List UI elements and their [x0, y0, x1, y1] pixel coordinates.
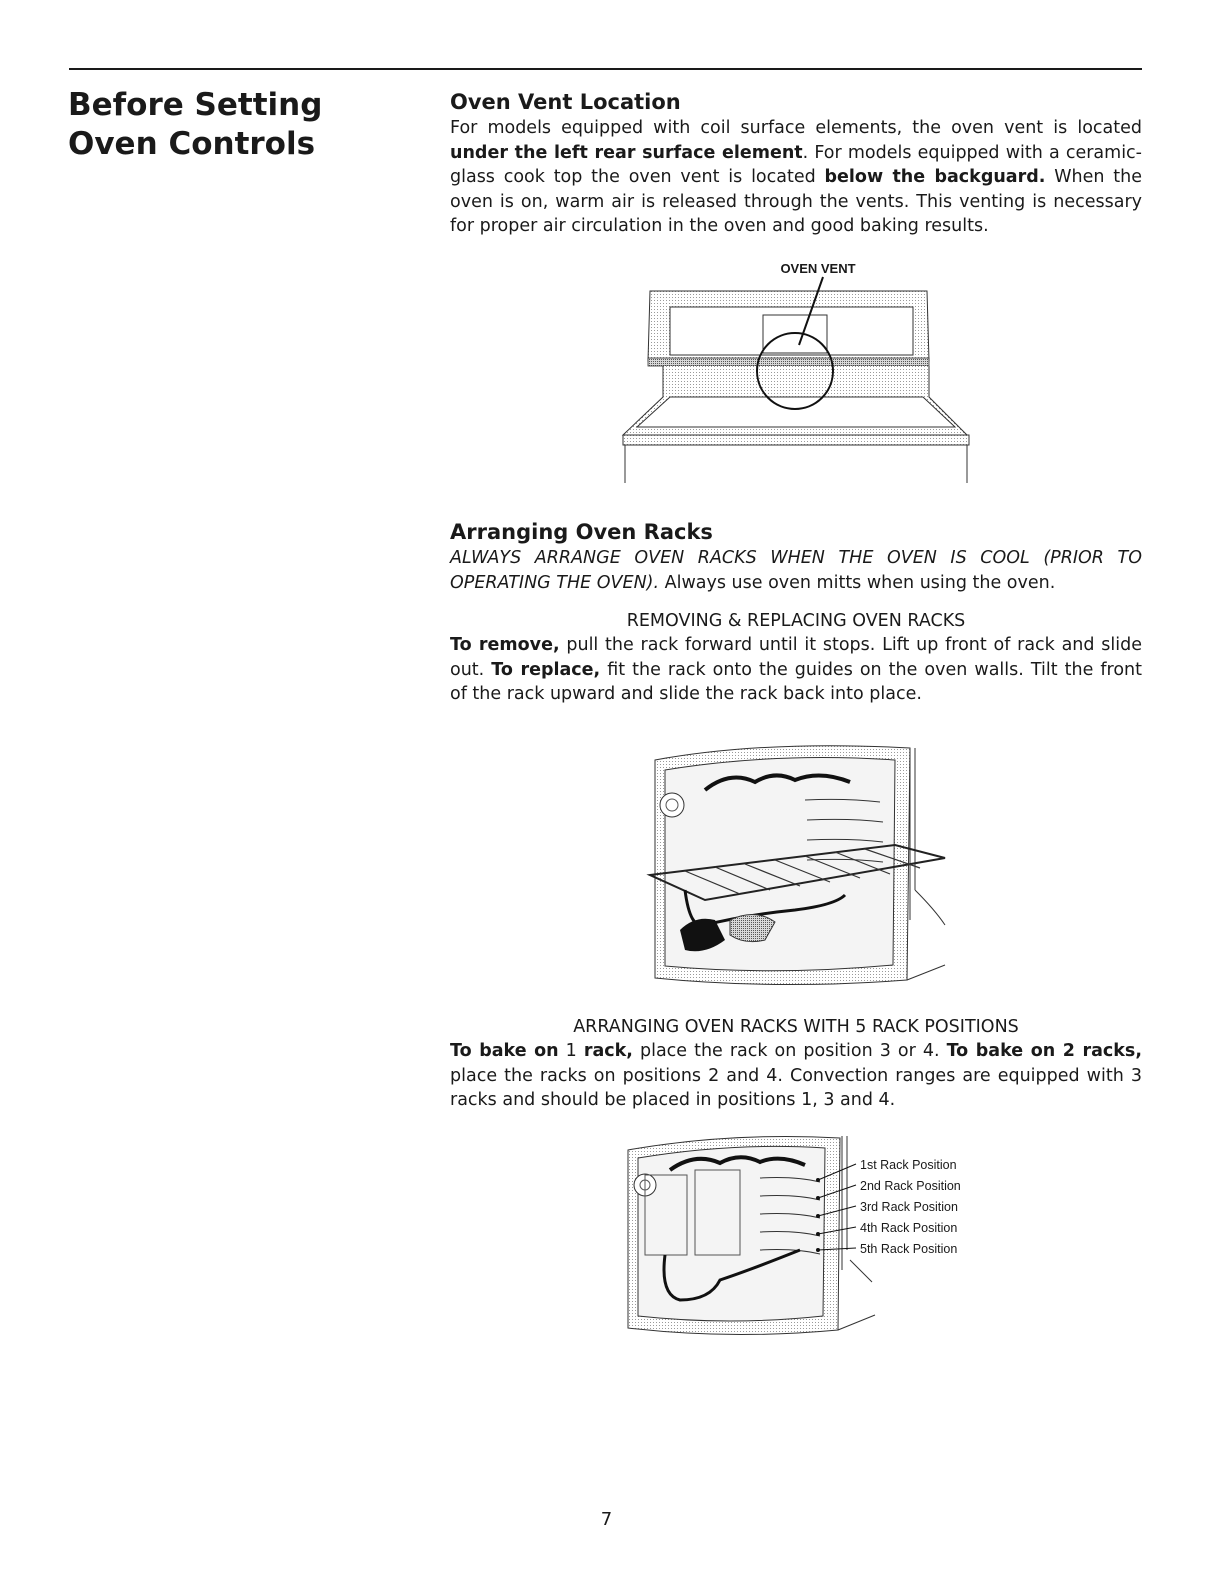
bake-paragraph [450, 1039, 1142, 1113]
removing-replacing-heading: REMOVING & REPLACING OVEN RACKS [626, 611, 966, 631]
arranging-racks-section [450, 518, 1142, 707]
oven-vent-paragraph [450, 116, 1142, 239]
rack-removal-illustration [645, 740, 955, 995]
racks-warning-paragraph [450, 546, 1142, 595]
bake1-rest: 1 [558, 1041, 584, 1061]
rack-position-3-label: 3rd Rack Position [860, 1200, 958, 1214]
rack-positions-illustration [620, 1130, 980, 1345]
racks-warning-italic: ALWAYS ARRANGE OVEN RACKS WHEN THE OVEN IS COOL (PRIOR TO OPERATING THE OVEN). [450, 548, 1142, 593]
replace-label: To replace, [491, 659, 601, 680]
rack-position-4-label: 4th Rack Position [860, 1221, 958, 1235]
vent-bold-1: under the left rear surface element [450, 142, 803, 163]
top-rule [69, 68, 1142, 70]
bake2-text: place the racks on positions 2 and 4. Convection ranges are equipped with 3 racks and should be placed in positions 1, 3 and 4. [450, 1065, 1142, 1110]
remove-replace-paragraph [450, 633, 1142, 707]
bake1-label: To bake on [450, 1041, 559, 1061]
remove-text: pull the rack forward until it stops. Lift up front of rack and slide out. [450, 635, 1142, 680]
vent-text-1: For models equipped with coil surface elements, the oven vent is located [450, 118, 1142, 138]
rack-positions-heading: ARRANGING OVEN RACKS WITH 5 RACK POSITIONS [573, 1017, 1019, 1037]
bake2-label: To bake on 2 racks, [946, 1041, 1142, 1061]
remove-label: To remove, [450, 635, 560, 655]
rack-position-2-label: 2nd Rack Position [860, 1179, 961, 1193]
bake1-rack: rack, [583, 1041, 633, 1061]
oven-vent-heading: Oven Vent Location [450, 90, 681, 114]
vent-bold-2: below the backguard. [824, 167, 1046, 187]
replace-text: fit the rack onto the guides on the oven walls. Tilt the front of the rack upward and slide the rack back into place. [450, 659, 1143, 704]
oven-vent-section [450, 88, 1142, 239]
bake1-text: place the rack on position 3 or 4. [632, 1041, 947, 1061]
section-title: Before Setting Oven Controls [68, 87, 323, 162]
oven-vent-label: OVEN VENT [780, 261, 856, 276]
rack-position-1-label: 1st Rack Position [860, 1158, 957, 1172]
arranging-racks-heading: Arranging Oven Racks [450, 520, 713, 544]
vent-text-3: When the oven is on, warm air is released through the vents. This venting is necessary for proper air circulation in the oven and good baking results. [450, 167, 1142, 236]
oven-vent-illustration [615, 255, 980, 485]
rack-positions-section [450, 1015, 1142, 1113]
vent-text-2: . For models equipped with a ceramic-glass cook top the oven vent is located [450, 142, 1142, 187]
rack-position-5-label: 5th Rack Position [860, 1242, 958, 1256]
racks-warning-text: Always use oven mitts when using the oven. [659, 572, 1056, 593]
page-number: 7 [600, 1509, 613, 1530]
